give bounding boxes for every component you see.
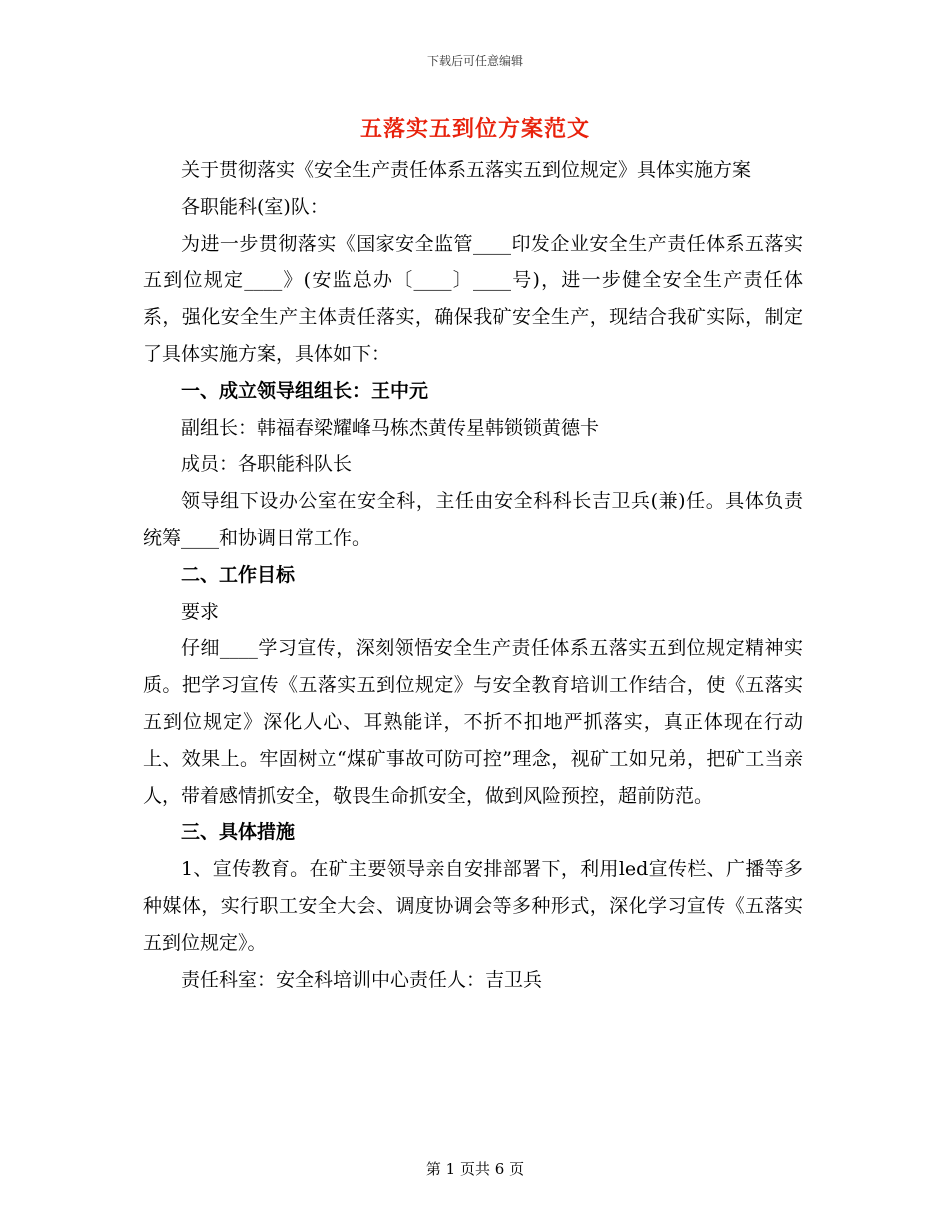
section-heading-goals: 二、工作目标 <box>181 563 296 586</box>
document-title: 五落实五到位方案范文 <box>359 116 590 142</box>
paragraph-intro: 为进一步贯彻落实《国家安全监管____印发企业安全生产责任体系五落实五到位规定____》(安监总办〔____〕____号)，进一步健全安全生产责任体系，强化安全生产主体责任落实，确保我矿安全生产，现结合我矿实际，制定了具体实施方案，具体如下： <box>143 232 803 365</box>
document-body <box>143 152 803 998</box>
paragraph-goals-body: 仔细____学习宣传，深刻领悟安全生产责任体系五落实五到位规定精神实质。把学习宣传《五落实五到位规定》与安全教育培训工作结合，使《五落实五到位规定》深化人心、耳熟能详，不折不扣地严抓落实，真正体现在行动上、效果上。牢固树立“煤矿事故可防可控”理念，视矿工如兄弟，把矿工当亲人，带着感情抓安全，敬畏生命抓安全，做到风险预控，超前防范。 <box>143 637 803 807</box>
paragraph-subject: 关于贯彻落实《安全生产责任体系五落实五到位规定》具体实施方案 <box>181 159 752 181</box>
paragraph-office: 领导组下设办公室在安全科，主任由安全科科长吉卫兵(兼)任。具体负责统筹____和协调日常工作。 <box>143 490 803 549</box>
section-heading-leadership: 一、成立领导组组长：王中元 <box>181 379 429 402</box>
paragraph-responsibility: 责任科室：安全科培训中心责任人：吉卫兵 <box>181 968 543 991</box>
section-heading-measures: 三、具体措施 <box>181 821 296 844</box>
page-footer: 第 1 页共 6 页 <box>425 1160 525 1178</box>
header-note: 下载后可任意编辑 <box>426 54 523 68</box>
paragraph-requirements-label: 要求 <box>181 600 220 623</box>
paragraph-deputy-leaders: 副组长：韩福春梁耀峰马栋杰黄传星韩锁锁黄德卡 <box>181 416 600 439</box>
paragraph-measure-1: 1、宣传教育。在矿主要领导亲自安排部署下，利用led宣传栏、广播等多种媒体，实行职工安全大会、调度协调会等多种形式，深化学习宣传《五落实五到位规定》。 <box>143 858 803 954</box>
paragraph-members: 成员：各职能科队长 <box>181 453 353 476</box>
paragraph-salutation: 各职能科(室)队： <box>181 195 329 218</box>
